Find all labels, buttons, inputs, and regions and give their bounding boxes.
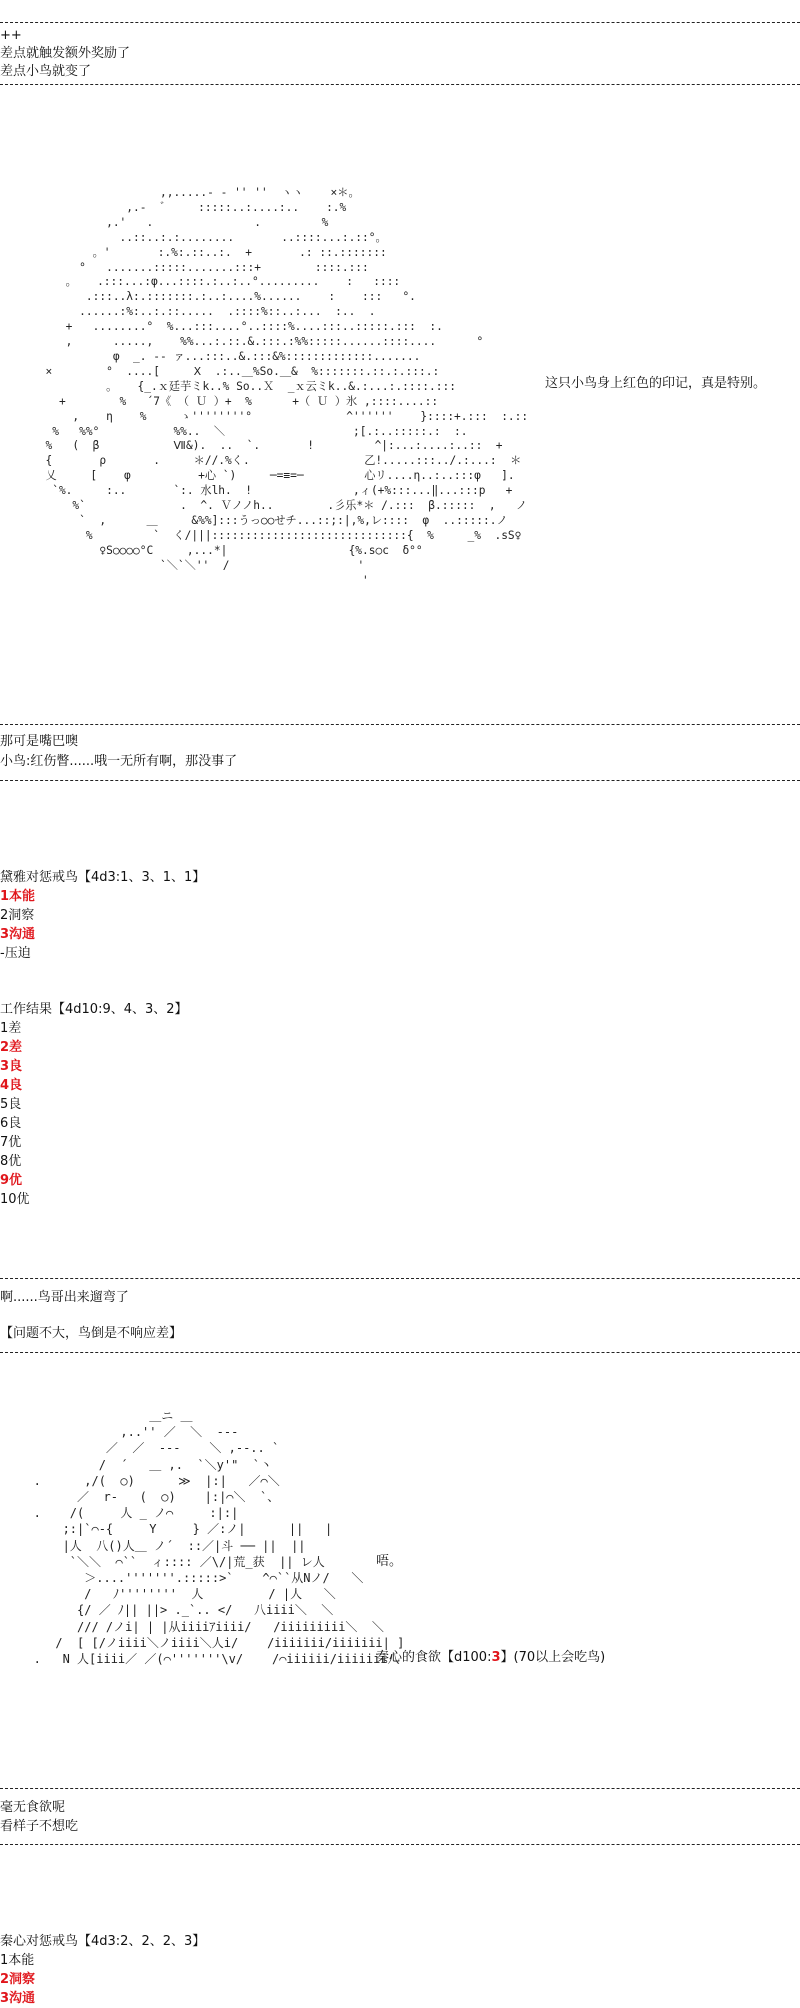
roll2-result-2: 2差 [0,1040,23,1055]
appetite-roll-suffix: 】(70以上会吃鸟) [500,1650,606,1665]
roll1-title: 黛雅对惩戒鸟【4d3:1、3、1、1】 [0,870,206,885]
roll2-result-9: 9优 [0,1173,23,1188]
separator [0,780,800,781]
separator [0,1844,800,1845]
roll2-result-5: 5良 [0,1097,22,1112]
art1-caption: 这只小鸟身上红色的印记，真是特别。 [545,376,767,391]
ascii-art-bird: ,,.....- ‐ '' '' ヽヽ ×＊。 ,.- ゛ :::::..:....:.. :.% ,.' . . % ..::..:.:........ ..::::...:.::°。 。' :.%:.::..:. + .: ::.::::::: ° .......:::::.......:::+ ::::.::: 。 .:::...:φ...::::.:..:..°......... : :::: .:::..λ:.:::::::.:..:....%...... : ::: °. ......:%:..:.::..... .::::%::..:... :.. . + ........° %...:::....°..::::%....:::..:::::.::: :. , ....., %%...:.::.&.:::.:%%:::::......::::.... ° φ _. ‐- ァ...:::..&.:::&%:::::::::::::....... × ° ....[ Ⅹ .:..＿%So.＿& %:::::::.::.:.:::.: 。 {_.ｘ廷芋ミk..% So..Ｘ _ｘ云ミk..&.:...:.::::.::: + % ´7《 （ Ｕ ）+ % +（ Ｕ ）氷 ,::::....:: , η % ゝ''''''''° ^'''''' }::::+.::: :.:: % %%° %%.. ＼ ;[.:..:::::.: :. % ( β Ⅶ&). .. `. ! ^|:...:....:..:: + { ρ . ＊//.%く. 乙!.....:::../.:...: ＊ 乂 [ φ +心 `) ─=≡=─ 心リ....η..:..:::φ ]. `%. :.. `:. 水lh. ! ,ィ(+%:::...‖...:::p + %` . ^. Ｖノノh.. .彡乐*＊ /.::: β.::::: , ノ ` , ＿ &%%]:::うっ○○せチ...::;:|,%,レ:::: φ ..:::::.ノ % ` く/|||:::::::::::::::::::::::::::::{ % _% .sS♀ ♀S○○○○°C ,...*| {%.s○c δ°° `＼`＼'' / ' ' [45,186,529,587]
roll2-result-10: 10优 [0,1192,30,1207]
block1-line-2: 差点小鸟就变了 [0,64,92,79]
separator [0,22,800,23]
appetite-roll-prefix: 秦心的食欲【d100: [376,1650,492,1665]
block2-line-1: 那可是嘴巴噢 [0,734,79,749]
roll3-option-1: 1本能 [0,1953,35,1968]
roll2-title: 工作结果【4d10:9、4、3、2】 [0,1002,188,1017]
block3-line-1: 啊......鸟哥出来遛弯了 [0,1290,129,1305]
roll1-option-3: 3沟通 [0,927,36,942]
roll1-option-1: 1本能 [0,889,36,904]
separator [0,1352,800,1353]
roll2-result-7: 7优 [0,1135,22,1150]
block1-head: ++ [0,28,22,43]
roll2-result-4: 4良 [0,1078,23,1093]
separator [0,724,800,725]
roll3-option-3: 3沟通 [0,1991,36,2006]
block1-line-1: 差点就触发额外奖励了 [0,46,131,61]
roll1-option-2: 2洞察 [0,908,35,923]
roll2-result-8: 8优 [0,1154,22,1169]
roll2-result-1: 1差 [0,1021,22,1036]
block4-line-1: 毫无食欲呢 [0,1800,66,1815]
roll3-title: 秦心对惩戒鸟【4d3:2、2、2、3】 [0,1934,206,1949]
roll1-option-4: -压迫 [0,946,31,961]
roll2-result-3: 3良 [0,1059,23,1074]
roll2-result-6: 6良 [0,1116,22,1131]
separator [0,84,800,85]
ascii-art-girl: ＿ニ ＿ ,..'' ／ ＼ --- ／ ／ --- ＼ ,--.. ` / ´ ＿ ,. `＼y'" `丶 . ,/( ○) ≫ |:| ／⌒＼ ／ r- ( ○) |:|⌒＼ `、 . /( 人 _ ノ⌒ :|:| ;:|`⌒-{ Y } ／:ノ| || | |人 八()人＿ ノ´ ::／|斗 ── || || `＼＼ ⌒`` ィ:::: ／\/|荒_获 || レ人 ＞....'''''''.:::::>` ^⌒``从Nノ/ ＼ / ﾉ'''''''' 人 / |人 ＼ {/ ／ ﾉ|| ||> ._`.. </ 八iiii＼ ＼ /// /ノi| | |从iiiiｱiiii/ /iiiiiiiii＼ ＼ / [ [/ノiiii＼ノiiii＼人i/ /iiiiiii/iiiiiii| ] . N 人[iiii／ ／(⌒'''''''\v/ /⌒iiiiii/iiiiiii八 [33,1409,405,1667]
appetite-roll-line [376,1648,605,1667]
block2-line-2: 小鸟:红伤瞥......哦一无所有啊，那没事了 [0,754,238,769]
appetite-roll-value: 3 [491,1650,501,1665]
art2-caption-1: 唔。 [376,1554,403,1569]
block3-line-2: 【问题不大，鸟倒是不响应差】 [0,1326,183,1341]
separator [0,1788,800,1789]
block4-line-2: 看样子不想吃 [0,1819,79,1834]
separator [0,1278,800,1279]
roll3-option-2: 2洞察 [0,1972,36,1987]
